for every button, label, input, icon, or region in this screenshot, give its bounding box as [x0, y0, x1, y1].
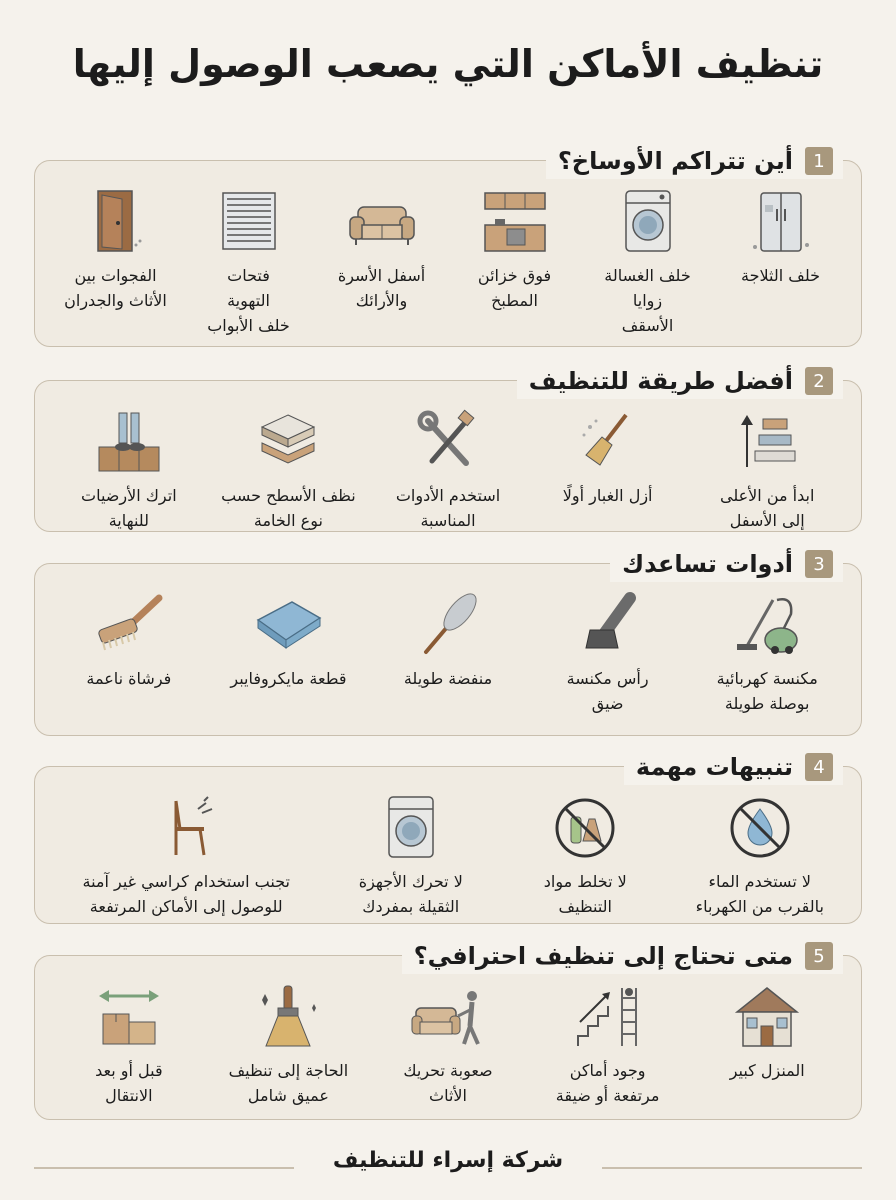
ladder-stairs-icon: [568, 982, 648, 1052]
deep-clean-brush-icon: [248, 982, 328, 1052]
item-label: لا تستخدم الماء بالقرب من الكهرباء: [695, 872, 824, 916]
item-label: أسفل الأسرة والأرائك: [337, 266, 426, 310]
item-label: تجنب استخدام كراسي غير آمنة للوصول إلى الأماكن المرتفعة: [82, 872, 290, 916]
section-number: 5: [805, 942, 833, 970]
vacuum-nozzle-icon: [568, 590, 648, 660]
heavy-appliance-icon: [371, 793, 451, 863]
item-label: وجود أماكن مرتفعة أو ضيقة: [555, 1061, 660, 1105]
list-item: [448, 187, 581, 313]
section-number: 1: [805, 147, 833, 175]
section-title: أفضل طريقة للتنظيف: [528, 367, 793, 395]
washing-machine-icon: [608, 187, 688, 257]
section-where-dirt-accumulates: [34, 147, 862, 347]
door-icon: [76, 187, 156, 257]
list-item: [510, 793, 660, 919]
list-item: [54, 982, 204, 1108]
moving-sofa-icon: [408, 982, 488, 1052]
item-label: الفجوات بين الأثاث والجدران: [64, 266, 167, 310]
section-title: تنبيهات مهمة: [635, 753, 793, 781]
section-number: 3: [805, 550, 833, 578]
fridge-icon: [741, 187, 821, 257]
list-item: [315, 187, 448, 313]
section-header: [610, 546, 843, 582]
list-item: [533, 982, 683, 1108]
vent-icon: [209, 187, 289, 257]
section-header: [546, 143, 843, 179]
surface-layers-icon: [248, 407, 328, 477]
item-label: مكنسة كهربائية بوصلة طويلة: [716, 669, 818, 713]
item-label: قطعة مايكروفايبر: [230, 669, 347, 688]
item-label: اترك الأرضيات للنهاية: [81, 486, 177, 530]
item-label: فرشاة ناعمة: [86, 669, 172, 688]
list-item: [692, 590, 842, 716]
soft-brush-icon: [89, 590, 169, 660]
item-label: أزل الغبار أولًا: [562, 486, 653, 505]
section-number: 2: [805, 367, 833, 395]
item-label: منفضة طويلة: [403, 669, 493, 688]
list-item: [213, 982, 363, 1108]
item-label: لا تحرك الأجهزة الثقيلة بمفردك: [358, 872, 463, 916]
top-to-bottom-icon: [727, 407, 807, 477]
list-item: [533, 590, 683, 716]
kitchen-cabinets-icon: [475, 187, 555, 257]
list-item: [373, 982, 523, 1108]
page-title: تنظيف الأماكن التي يصعب الوصول إليها: [72, 42, 824, 86]
item-label: فوق خزائن المطبخ: [477, 266, 552, 310]
item-label: خلف الغسالة زوايا الأسقف: [604, 266, 691, 335]
no-water-icon: [720, 793, 800, 863]
item-label: نظف الأسطح حسب نوع الخامة: [221, 486, 356, 530]
list-item: [336, 793, 486, 919]
list-item: [54, 590, 204, 691]
list-item: [182, 187, 315, 338]
section-helpful-tools: [34, 550, 862, 736]
sofa-icon: [342, 187, 422, 257]
section-important-warnings: [34, 753, 862, 924]
item-label: رأس مكنسة ضيق: [566, 669, 649, 713]
section-title: متى تحتاج إلى تنظيف احترافي؟: [413, 942, 793, 970]
tools-icon: [408, 407, 488, 477]
mop-floor-icon: [89, 407, 169, 477]
item-label: فتحات التهوية خلف الأبواب: [207, 266, 290, 335]
item-label: قبل أو بعد الانتقال: [95, 1061, 163, 1105]
item-label: المنزل كبير: [729, 1061, 805, 1080]
moving-boxes-icon: [89, 982, 169, 1052]
section-professional-cleaning: [34, 942, 862, 1120]
list-item: [213, 407, 363, 533]
list-item: [533, 407, 683, 508]
section-title: أين تتراكم الأوساخ؟: [557, 147, 793, 175]
list-item: [692, 407, 842, 533]
section-number: 4: [805, 753, 833, 781]
section-header: [517, 363, 843, 399]
item-label: خلف الثلاجة: [741, 266, 820, 285]
list-item: [61, 793, 311, 919]
list-item: [49, 187, 182, 313]
item-label: لا تخلط مواد التنظيف: [543, 872, 627, 916]
list-item: [692, 982, 842, 1083]
company-name: شركة إسراء للتنظيف: [332, 1148, 564, 1173]
dust-brush-icon: [568, 407, 648, 477]
section-header: [402, 938, 843, 974]
list-item: [714, 187, 847, 288]
item-label: الحاجة إلى تنظيف عميق شامل: [228, 1061, 349, 1105]
item-label: ابدأ من الأعلى إلى الأسفل: [720, 486, 815, 530]
microfiber-cloth-icon: [248, 590, 328, 660]
list-item: [373, 590, 523, 691]
section-header: [624, 749, 843, 785]
list-item: [373, 407, 523, 533]
house-icon: [727, 982, 807, 1052]
item-label: صعوبة تحريك الأثاث: [403, 1061, 493, 1105]
list-item: [54, 407, 204, 533]
no-mixing-chemicals-icon: [545, 793, 625, 863]
item-label: استخدم الأدوات المناسبة: [395, 486, 501, 530]
duster-icon: [408, 590, 488, 660]
list-item: [685, 793, 835, 919]
list-item: [213, 590, 363, 691]
section-best-cleaning-method: [34, 367, 862, 532]
list-item: [581, 187, 714, 338]
section-title: أدوات تساعدك: [622, 550, 793, 578]
vacuum-icon: [727, 590, 807, 660]
unsafe-chair-icon: [146, 793, 226, 863]
